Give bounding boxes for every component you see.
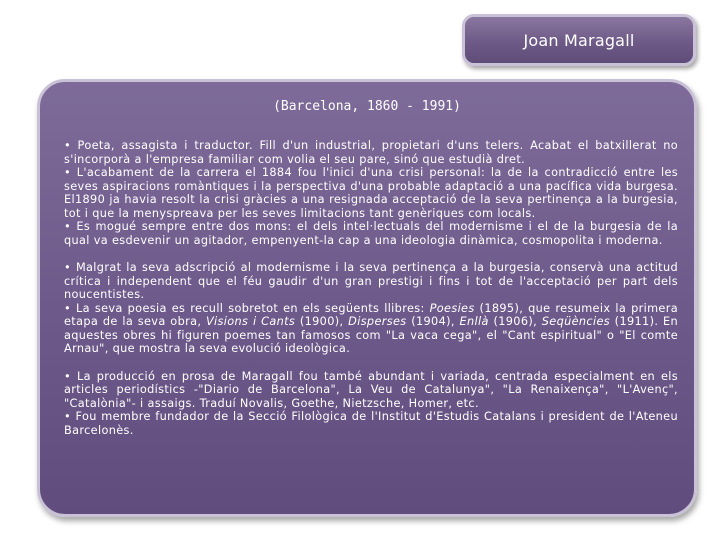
poetry-text-3: (1904), (406, 315, 460, 328)
paragraph-4: • Malgrat la seva adscripció al modernisme i la seva pertinença a la burgesia, conservà una actitud crítica i independent que el féu gaudir d'un gran prestigi i fins i tot de l'acceptació per part dels noucentistes. (64, 261, 678, 301)
poetry-text-4: (1906), (488, 315, 542, 328)
book-title-poesies: Poesies (429, 301, 475, 315)
poetry-text-5: (1911). En aquestes obres hi figuren poemes tan famosos com "La vaca cega", el "Cant espiritual" o "El comte Arnau", que mostra la seva evolució ideològica. (64, 315, 678, 355)
slide-title: Joan Maragall (523, 30, 635, 50)
paragraph-7: • Fou membre fundador de la Secció Filològica de l'Institut d'Estudis Catalans i president de l'Ateneu Barcelonès. (64, 410, 678, 437)
paragraph-gap (64, 247, 678, 261)
paragraph-1: • Poeta, assagista i traductor. Fill d'un industrial, propietari d'uns telers. Acabat el batxillerat no s'incorporà a l'empresa familiar com volia el seu pare, sinó que estudià dret. (64, 139, 678, 166)
content-box (37, 79, 697, 517)
subtitle: (Barcelona, 1860 - 1991) (273, 99, 461, 114)
paragraph-gap (64, 356, 678, 370)
paragraph-6: • La producció en prosa de Maragall fou també abundant i variada, centrada especialment en els articles periodístics -"Diario de Barcelona", La Veu de Catalunya", "La Renaixença", "L'Avenç", "Catalònia"- i assaigs. Traduí Novalis, Goethe, Nietzsche, Homer, etc. (64, 369, 678, 410)
book-title-visions-i-cants: Visions i Cants (205, 315, 296, 328)
title-box (462, 14, 696, 66)
body-text (64, 139, 678, 437)
book-title-disperses: Disperses (348, 315, 407, 328)
paragraph-2: • L'acabament de la carrera el 1884 fou l'inici d'una crisi personal: la de la contradicció entre les seves aspiracions romàntiques i la perspectiva d'una probable adaptació a una pacífica vida burgesa. El1890 ja havia resolt la crisi gràcies a una resignada acceptació de la seva pertinença a la burgesia, tot i que la menyspreava per les seves limitacions tant genèriques com locals. (64, 166, 678, 220)
paragraph-5 (64, 302, 678, 356)
poetry-text-2: (1900), (295, 315, 349, 328)
book-title-sequencies: Seqüències (541, 315, 610, 328)
paragraph-3: • Es mogué sempre entre dos mons: el dels intel·lectuals del modernisme i el de la burgesia de la qual va esdevenir un agitador, empenyent-la cap a una ideologia dinàmica, cosmopolita i moderna. (64, 220, 678, 247)
poetry-text-1: (1895), que resumeix la primera etapa de la seva obra, (64, 301, 678, 328)
poetry-intro: • La seva poesia es recull sobretot en els següents llibres: (64, 301, 430, 315)
book-title-enlla: Enllà (459, 315, 489, 328)
